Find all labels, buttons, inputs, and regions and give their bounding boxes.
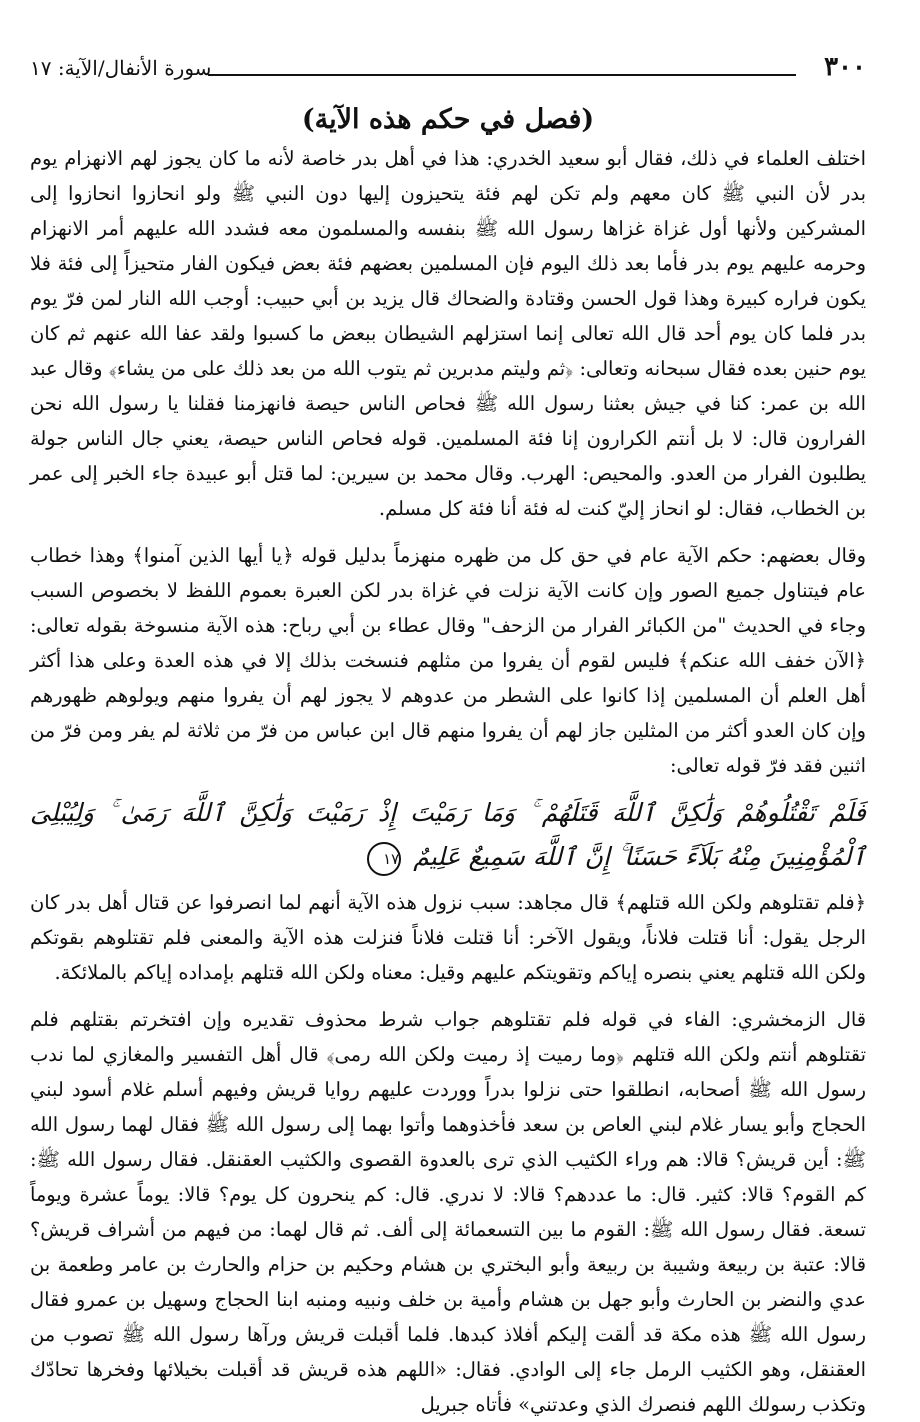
verse-text: فَلَمْ تَقْتُلُوهُمْ وَلَٰكِنَّ ٱللَّهَ قَتَلَهُمْ ۚ وَمَا رَمَيْتَ إِذْ رَمَيْتَ وَلَٰكِنَّ ٱللَّهَ رَمَىٰ ۚ وَلِيُبْلِىَ ٱلْمُؤْمِنِينَ مِنْهُ بَلَآءً حَسَنًا ۚ إِنَّ ٱللَّهَ سَمِيعٌ عَلِيمٌ (30, 798, 866, 871)
surah-reference: سورة الأنفال/الآية: ١٧ (30, 56, 212, 80)
ayah-number-marker: ١٧ (367, 842, 401, 876)
paragraph-mujahid-commentary: ﴿فلم تقتلوهم ولكن الله قتلهم﴾ قال مجاهد: سبب نزول هذه الآية أنهم لما انصرفوا عن قتال أهل بدر كان الرجل يقول: أنا قتلت فلاناً، ويقول الآخر: أنا قتلت فلاناً فنزلت هذه الآية والمعنى فلم تقتلوهم بقوتكم ولكن الله قتلهم يعني بنصره إياكم وتقويتكم عليهم وقيل: معناه ولكن الله قتلهم بإمداده إياكم بالملائكة. (30, 891, 866, 984)
page-number: ٣٠٠ (824, 52, 866, 82)
paragraph-scholars-dispute: اختلف العلماء في ذلك، فقال أبو سعيد الخدري: هذا في أهل بدر خاصة لأنه ما كان يجوز لهم الانهزام يوم بدر لأن النبي ﷺ كان معهم ولم تكن لهم فئة يتحيزون إليها دون النبي ﷺ ولو انحازوا انحازوا إلى المشركين ولأنها أول غزاة غزاها رسول الله ﷺ بنفسه والمسلمون معه فشدد الله عليهم أمر الانهزام وحرمه عليهم يوم بدر فأما بعد ذلك اليوم فإن المسلمين بعضهم فئة بعض فيكون الفار متحيزاً إلى فئة فلا يكون فراره كبيرة وهذا قول الحسن وقتادة والضحاك قال يزيد بن أبي حبيب: أوجب الله النار لمن فرّ يوم بدر فلما كان يوم أحد قال الله تعالى إنما استزلهم الشيطان ببعض ما كسبوا ولقد عفا الله عنهم ثم كان يوم حنين بعده فقال سبحانه وتعالى: ﴿ثم وليتم مدبرين ثم يتوب الله من بعد ذلك على من يشاء﴾ وقال عبد الله بن عمر: كنا في جيش بعثنا رسول الله ﷺ فحاص الناس حيصة فانهزمنا فقلنا يا رسول الله نحن الفرارون قال: لا بل أنتم الكرارون إنا فئة المسلمين. قوله فحاص الناس حيصة، يعني جال الناس جولة يطلبون الفرار من العدو. والمحيص: الهرب. وقال محمد بن سيرين: لما قتل أبو عبيدة جاء الخبر إلى عمر بن الخطاب، فقال: لو انحاز إليّ كنت له فئة أنا فئة كل مسلم. (30, 147, 866, 520)
page-header (30, 44, 866, 94)
header-rule (208, 74, 796, 76)
paragraph-general-ruling: وقال بعضهم: حكم الآية عام في حق كل من ظهره منهزماً بدليل قوله ﴿يا أيها الذين آمنوا﴾ وهذا خطاب عام فيتناول جميع الصور وإن كانت الآية نزلت في غزاة بدر لكن العبرة بعموم اللفظ لا بخصوص السبب وجاء في الحديث "من الكبائر الفرار من الزحف" وقال عطاء بن أبي رباح: هذه الآية منسوخة بقوله تعالى: ﴿الآن خفف الله عنكم﴾ فليس لقوم أن يفروا من مثلهم فنسخت بذلك إلا في هذه العدة وعلى هذا أكثر أهل العلم أن المسلمين إذا كانوا على الشطر من عدوهم لا يجوز لهم أن يفروا منهم ويولوهم ظهورهم وإن كان العدو أكثر من المثلين جاز لهم أن يفروا منهم قال ابن عباس من فرّ من ثلاثة لم يفر ومن فرّ من اثنين فقد فرّ قوله تعالى: (30, 544, 866, 777)
paragraph-zamakhshari-commentary: قال الزمخشري: الفاء في قوله فلم تقتلوهم جواب شرط محذوف تقديره وإن افتخرتم بقتلهم فلم تقتلوهم أنتم ولكن الله قتلهم ﴿وما رميت إذ رميت ولكن الله رمى﴾ قال أهل التفسير والمغازي لما ندب رسول الله ﷺ أصحابه، انطلقوا حتى نزلوا بدراً ووردت عليهم روايا قريش وفيهم أسلم غلام أسود لبني الحجاج وأبو يسار غلام لبني العاص بن سعد فأخذوهما وأتوا بهما إلى رسول الله ﷺ فقال لهما رسول الله ﷺ: أين قريش؟ قالا: هم وراء الكثيب الذي ترى بالعدوة القصوى والكثيب العقنقل. فقال رسول الله ﷺ: كم القوم؟ قالا: كثير. قال: ما عددهم؟ قالا: لا ندري. قال: كم ينحرون كل يوم؟ قالا: يوماً عشرة ويوماً تسعة. فقال رسول الله ﷺ: القوم ما بين التسعمائة إلى ألف. ثم قال لهما: من فيهم من أشراف قريش؟ قالا: عتبة بن ربيعة وشيبة بن ربيعة وأبو البختري بن هشام وحكيم بن حزام والحارث بن عامر وطعمة بن عدي والنضر بن الحارث وأبو جهل بن هشام وأمية بن خلف ونبيه ومنبه ابنا الحجاج وسهيل بن عمرو فقال رسول الله ﷺ هذه مكة قد ألقت إليكم أفلاذ كبدها. فلما أقبلت قريش ورآها رسول الله ﷺ تصوب من العقنقل، وهو الكثيب الرمل جاء إلى الوادي. فقال: «اللهم هذه قريش قد أقبلت بخيلائها وفخرها تحادّك وتكذب رسولك اللهم فنصرك الذي وعدتني» فأتاه جبريل (30, 1008, 866, 1416)
section-title: (فصل في حكم هذه الآية) (301, 104, 595, 135)
book-page (30, 44, 866, 1416)
quran-verse (30, 791, 866, 879)
